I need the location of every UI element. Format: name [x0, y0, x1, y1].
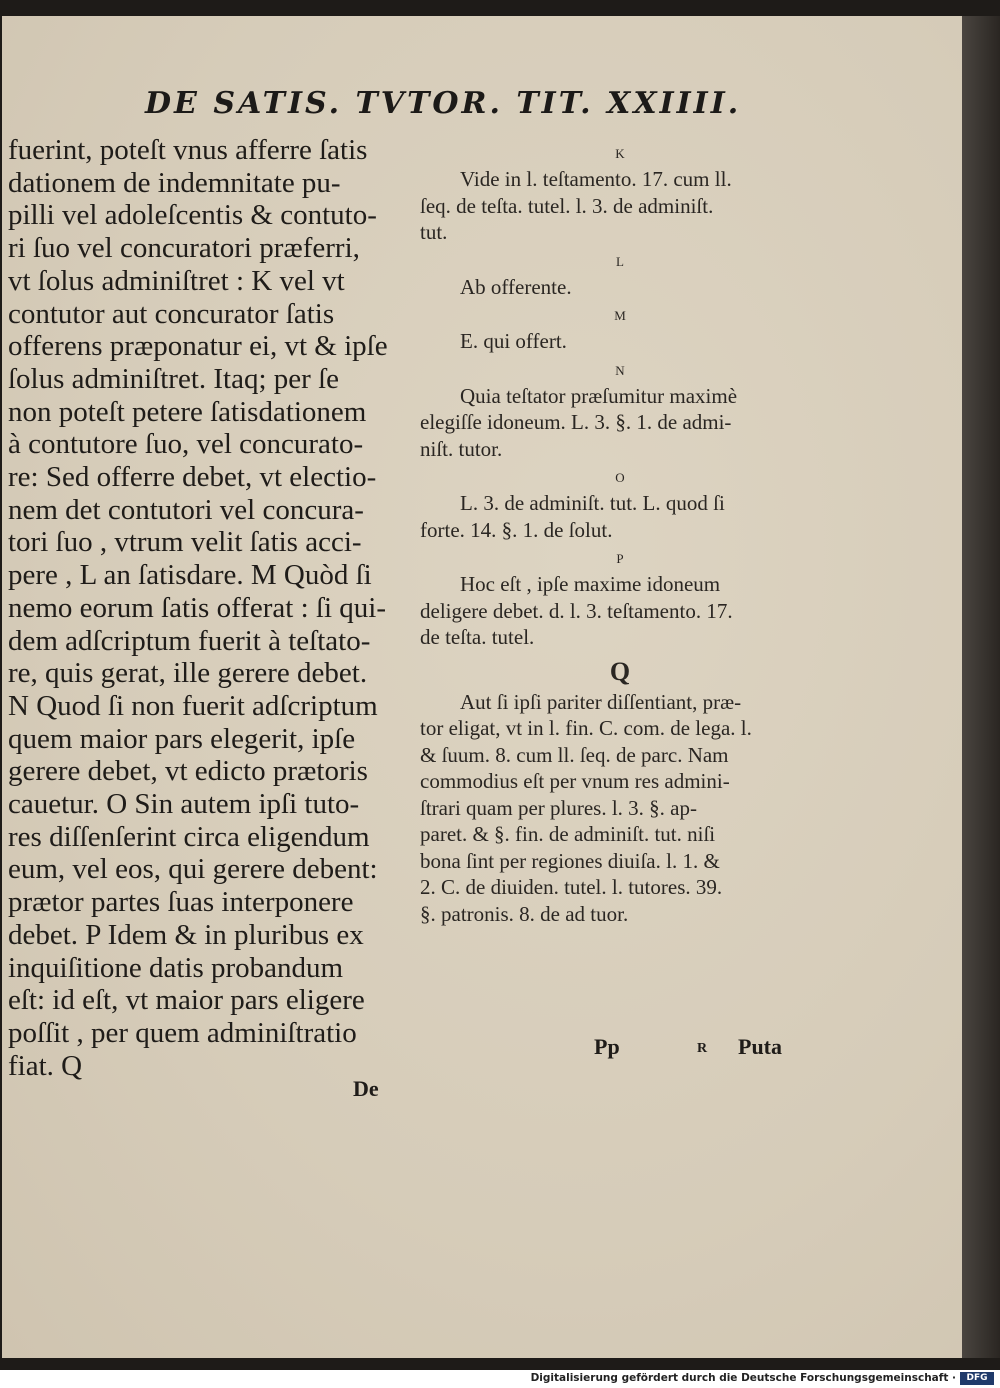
main-text-column: [8, 134, 403, 1082]
footer-credit: Digitalisierung gefördert durch die Deutsche Forschungsgemeinschaft ·: [530, 1372, 956, 1384]
note-text-line: ſtrari quam per plures. l. 3. §. ap-: [420, 795, 697, 820]
note-text-line: tut.: [420, 220, 448, 244]
main-text-line: re, quis gerat, ille gerere debet.: [8, 657, 368, 690]
note-text: [420, 490, 820, 543]
signature-mark: Pp: [594, 1034, 620, 1059]
catchword: De: [353, 1076, 379, 1101]
note-text: [420, 166, 820, 246]
main-text-line: pilli vel adoleſcentis & contuto-: [8, 199, 377, 232]
note-text-line: commodius eſt per vnum res admini-: [420, 769, 730, 793]
running-head: DE SATIS. TVTOR. TIT. XXIIII.: [145, 86, 742, 121]
main-text-line: re: Sed offerre debet, vt electio-: [8, 461, 377, 494]
main-text-line: N Quod ſi non fuerit adſcriptum: [8, 689, 378, 722]
note-letter: P: [616, 551, 624, 566]
main-text-line: eſt: id eſt, vt maior pars eligere: [8, 984, 365, 1017]
note-letter: N: [615, 362, 625, 378]
marginal-notes-column: [420, 144, 820, 933]
main-text-line: cauetur. O Sin autem ipſi tuto-: [8, 788, 360, 821]
note-text: [420, 383, 820, 463]
note-text-line: Vide in l. teſtamento. 17. cum ll.: [460, 167, 732, 191]
note-letter: K: [615, 146, 625, 161]
main-text-line: offerens præponatur ei, vt & ipſe: [8, 330, 388, 363]
note-text: [420, 571, 820, 651]
note-letter: O: [615, 470, 625, 485]
note-text-line: bona ſint per regiones diuiſa. l. 1. &: [420, 848, 720, 873]
main-text-line: dem adſcriptum fuerit à teſtato-: [8, 624, 371, 657]
main-text-line: gerere debet, vt edicto prætoris: [8, 755, 368, 788]
note-marker-r: R: [697, 1041, 708, 1056]
note-letter: Q: [609, 656, 631, 686]
note-text-line: ſeq. de teſta. tutel. l. 3. de adminiſt.: [420, 193, 714, 218]
note-text-line: Quia teſtator præſumitur maximè: [460, 383, 738, 408]
main-text-line: contutor aut concurator ſatis: [8, 297, 335, 330]
note-text-line: tor eligat, vt in l. fin. C. com. de lega. l.: [420, 716, 752, 740]
note-text-line: niſt. tutor.: [420, 436, 503, 461]
page-edge-shadow: [962, 16, 1000, 1358]
note-text-line: §. patronis. 8. de ad tuor.: [420, 901, 629, 926]
main-text-line: quem maior pars elegerit, ipſe: [8, 722, 356, 755]
note-text-line: Aut ſi ipſi pariter diſſentiant, præ-: [460, 689, 742, 714]
note-text-line: E. qui offert.: [460, 329, 567, 353]
note-k: [420, 144, 820, 246]
note-text-line: forte. 14. §. 1. de ſolut.: [420, 517, 613, 542]
main-text-line: inquiſitione datis probandum: [8, 951, 344, 984]
notes-catchword: Puta: [738, 1034, 782, 1059]
main-text-line: fiat. Q: [8, 1049, 83, 1082]
note-o: [420, 468, 820, 543]
main-text-line: poſſit , per quem adminiſtratio: [8, 1016, 357, 1049]
note-text-line: Hoc eſt , ipſe maxime idoneum: [460, 572, 721, 596]
note-text-line: Ab offerente.: [460, 274, 572, 299]
main-text-line: res diſſenſerint circa eligendum: [8, 820, 370, 853]
footer-bar: [0, 1370, 1000, 1388]
main-text-line: pere , L an ſatisdare. M Quòd ſi: [8, 559, 372, 592]
main-text-line: nemo eorum ſatis offerat : ſi qui-: [8, 591, 386, 624]
main-text-line: ri ſuo vel concuratori præferri,: [8, 232, 360, 265]
main-text-line: eum, vel eos, qui gerere debent:: [8, 853, 378, 886]
main-text-line: nem det contutori vel concura-: [8, 493, 364, 526]
main-text-line: à contutore ſuo, vel concurato-: [8, 428, 364, 461]
main-text-line: dationem de indemnitate pu-: [8, 166, 341, 199]
note-q: [420, 657, 820, 928]
note-m: [420, 306, 820, 355]
note-letter: L: [616, 253, 624, 269]
main-text-line: fuerint, poteſt vnus afferre ſatis: [8, 134, 368, 166]
main-text-line: prætor partes ſuas interponere: [8, 886, 354, 919]
note-p: [420, 549, 820, 651]
note-l: [420, 252, 820, 301]
note-letter: M: [614, 308, 626, 323]
note-text-line: 2. C. de diuiden. tutel. l. tutores. 39.: [420, 875, 723, 899]
main-text-line: debet. P Idem & in pluribus ex: [8, 918, 364, 951]
note-text-line: elegiſſe idoneum. L. 3. §. 1. de admi-: [420, 410, 732, 434]
dfg-logo: DFG: [960, 1372, 994, 1385]
note-text-line: & ſuum. 8. cum ll. ſeq. de parc. Nam: [420, 742, 729, 767]
main-text-line: non poteſt petere ſatisdationem: [8, 395, 367, 428]
note-text-line: deligere debet. d. l. 3. teſtamento. 17.: [420, 598, 733, 623]
note-text-line: paret. & §. fin. de adminiſt. tut. niſi: [420, 822, 716, 846]
note-text: [420, 274, 820, 301]
note-text: [420, 328, 820, 355]
note-text: [420, 689, 820, 928]
main-text-line: vt ſolus adminiſtret : K vel vt: [8, 264, 345, 297]
main-text-line: tori ſuo , vtrum velit ſatis acci-: [8, 526, 362, 559]
note-n: [420, 361, 820, 463]
note-text-line: de teſta. tutel.: [420, 625, 535, 649]
main-text-line: ſolus adminiſtret. Itaq; per ſe: [8, 362, 339, 395]
note-text-line: L. 3. de adminiſt. tut. L. quod ſi: [460, 491, 725, 515]
